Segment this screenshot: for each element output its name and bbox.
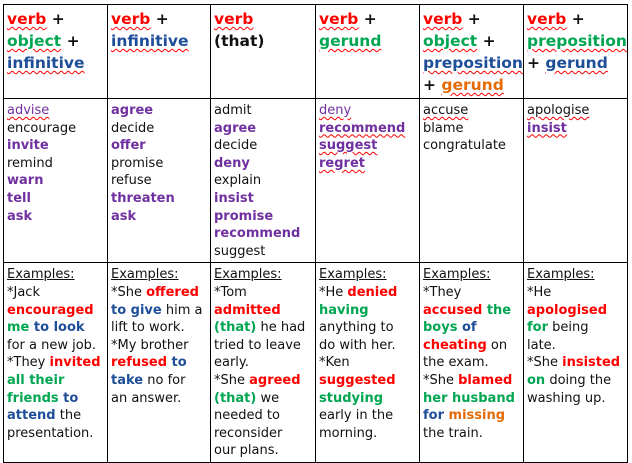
verbs-row [4, 99, 628, 263]
verb-item [214, 243, 312, 261]
verb-text: explain [214, 173, 262, 189]
text-fragment: *He [319, 284, 348, 300]
verb-item [214, 102, 312, 120]
verb-text: recommend [214, 226, 301, 242]
example-line [7, 407, 104, 425]
verb-item [111, 155, 207, 173]
example-line [7, 337, 104, 355]
header-cell [211, 5, 316, 99]
text-fragment: attend [7, 408, 56, 424]
verb-item [111, 102, 207, 120]
examples-cell [524, 263, 628, 463]
verb-list-cell [316, 99, 420, 263]
text-fragment: all their [7, 372, 65, 388]
example-line [7, 302, 104, 320]
verb-text: suggest [214, 243, 266, 259]
text-fragment: he had [256, 320, 306, 336]
header-cell [420, 5, 524, 99]
text-fragment: no for [143, 372, 186, 388]
text-fragment: washing up. [527, 390, 606, 406]
example-line [527, 284, 624, 302]
example-line [319, 284, 416, 302]
example-line [319, 337, 416, 355]
text-fragment: + [527, 54, 546, 72]
example-line [214, 354, 312, 372]
example-line [7, 354, 104, 372]
text-fragment: we [256, 390, 280, 406]
verb-text: ask [111, 208, 137, 224]
verb-list-cell [524, 99, 628, 263]
verb-item [319, 137, 416, 155]
example-line [7, 319, 104, 337]
text-fragment: + [423, 76, 442, 94]
verb-item [7, 208, 104, 226]
header-cell [316, 5, 420, 99]
text-fragment: infinitive [111, 32, 189, 50]
verb-text: recommend [319, 120, 406, 136]
verb-text: offer [111, 138, 146, 154]
examples-label: Examples: [7, 267, 75, 283]
text-fragment: verb [111, 10, 151, 28]
example-line [111, 372, 207, 390]
text-fragment: insisted [562, 355, 621, 371]
example-line [214, 284, 312, 302]
text-fragment: the exam. [423, 355, 489, 371]
example-line [423, 354, 520, 372]
verb-text: ask [7, 208, 33, 224]
text-fragment: our plans. [214, 443, 279, 459]
text-fragment: + [46, 10, 65, 28]
examples-row [4, 263, 628, 463]
verb-item [111, 137, 207, 155]
text-fragment: verb [527, 10, 567, 28]
text-fragment: friends [7, 390, 59, 406]
verb-item [214, 208, 312, 226]
verb-text: tell [7, 190, 31, 206]
verb-item [423, 137, 520, 155]
text-fragment: accused [423, 302, 483, 318]
example-line [214, 442, 312, 460]
text-fragment: infinitive [7, 54, 85, 72]
verb-list-cell [4, 99, 108, 263]
example-line [111, 337, 207, 355]
verb-item [423, 102, 520, 120]
example-line [527, 390, 624, 408]
verb-item [214, 190, 312, 208]
example-line [319, 354, 416, 372]
verb-text: insist [214, 190, 254, 206]
text-fragment: an answer. [111, 390, 182, 406]
text-fragment: offered [146, 284, 199, 300]
verb-item [111, 172, 207, 190]
examples-label: Examples: [423, 267, 491, 283]
text-fragment: *She [214, 372, 250, 388]
example-line [527, 319, 624, 337]
text-fragment: *They [7, 355, 50, 371]
example-line [7, 284, 104, 302]
text-fragment: *She [423, 372, 459, 388]
text-fragment: her husband [423, 390, 515, 406]
verb-item [7, 120, 104, 138]
verb-item [214, 172, 312, 190]
example-line [423, 407, 520, 425]
text-fragment: look [53, 320, 85, 336]
text-fragment: do with her. [319, 337, 396, 353]
text-fragment: verb [319, 10, 359, 28]
verb-item [319, 120, 416, 138]
text-fragment: + [462, 10, 481, 28]
verb-text: deny [214, 155, 250, 171]
text-fragment: missing [448, 408, 506, 424]
example-line [214, 319, 312, 337]
verb-item [7, 172, 104, 190]
text-fragment: for [527, 320, 548, 336]
example-line [319, 372, 416, 390]
text-fragment: blamed [458, 372, 513, 388]
example-line [214, 372, 312, 390]
example-line [214, 407, 312, 425]
example-line [111, 390, 207, 408]
example-line [319, 407, 416, 425]
verb-text: promise [214, 208, 274, 224]
text-fragment: cheating [423, 337, 487, 353]
text-fragment: verb [423, 10, 463, 28]
example-line [7, 425, 104, 443]
verb-item [319, 102, 416, 120]
text-fragment: late. [527, 337, 556, 353]
verb-text: regret [319, 155, 365, 171]
verb-item [7, 155, 104, 173]
verb-text: congratulate [423, 138, 506, 154]
examples-cell [420, 263, 524, 463]
verb-item [7, 190, 104, 208]
text-fragment: on [486, 337, 508, 353]
verb-text: agree [111, 103, 154, 118]
example-line [111, 319, 207, 337]
text-fragment: on [527, 372, 546, 388]
text-fragment: suggested [319, 372, 396, 388]
text-fragment: (that) [214, 390, 257, 406]
verb-text: threaten [111, 190, 175, 206]
text-fragment: (that) [214, 320, 257, 336]
examples-label: Examples: [214, 267, 282, 283]
verb-item [214, 225, 312, 243]
text-fragment: studying [319, 390, 384, 406]
text-fragment: invited [49, 355, 101, 371]
verb-item [319, 155, 416, 173]
example-line [527, 337, 624, 355]
text-fragment: early. [214, 355, 249, 371]
verb-item [527, 102, 624, 120]
verb-item [214, 120, 312, 138]
verb-text: accuse [423, 103, 469, 118]
header-cell [4, 5, 108, 99]
text-fragment: + [61, 32, 80, 50]
text-fragment: to [167, 355, 187, 371]
verb-item [214, 155, 312, 173]
verb-list-cell [211, 99, 316, 263]
example-line [111, 354, 207, 372]
text-fragment: the [482, 302, 512, 318]
example-line [423, 337, 520, 355]
text-fragment: presentation. [7, 425, 94, 441]
example-line [423, 425, 520, 443]
text-fragment: agreed [249, 372, 301, 388]
text-fragment: verb [214, 10, 254, 28]
example-line [423, 319, 520, 337]
verb-text: agree [214, 120, 257, 136]
example-line [214, 425, 312, 443]
text-fragment: *My brother [111, 337, 189, 353]
verb-patterns-table [3, 4, 628, 463]
text-fragment: *Ken [319, 355, 350, 371]
verb-text: advise [7, 103, 50, 118]
verb-item [111, 208, 207, 226]
example-line [527, 372, 624, 390]
text-fragment: gerund [545, 54, 608, 72]
verb-text: deny [319, 103, 352, 118]
text-fragment: apologised [527, 302, 608, 318]
text-fragment: encouraged [7, 302, 94, 318]
text-fragment: anything to [319, 320, 394, 336]
text-fragment: to [58, 390, 79, 406]
example-line [319, 425, 416, 443]
example-line [423, 302, 520, 320]
example-line [527, 302, 624, 320]
examples-cell [316, 263, 420, 463]
text-fragment: the [55, 408, 82, 424]
example-line [423, 372, 520, 390]
verb-text: warn [7, 173, 44, 189]
examples-cell [108, 263, 211, 463]
text-fragment: + [358, 10, 377, 28]
text-fragment: *She [527, 355, 563, 371]
verb-text: refuse [111, 173, 152, 189]
example-line [214, 337, 312, 355]
text-fragment: refused [111, 355, 167, 371]
verb-item [527, 120, 624, 138]
verb-text: invite [7, 138, 49, 154]
text-fragment: being [548, 320, 589, 336]
text-fragment: + [477, 32, 496, 50]
text-fragment: denied [347, 284, 398, 300]
verb-text: decide [214, 138, 258, 154]
text-fragment: gerund [441, 76, 504, 94]
text-fragment: to [29, 320, 54, 336]
text-fragment: me [7, 320, 30, 336]
text-fragment: boys [423, 320, 458, 336]
verb-item [111, 190, 207, 208]
example-line [111, 302, 207, 320]
text-fragment: *Jack [7, 284, 40, 300]
text-fragment: preposition [423, 54, 523, 72]
text-fragment: lift to work. [111, 320, 185, 336]
examples-label: Examples: [527, 267, 595, 283]
examples-cell [211, 263, 316, 463]
examples-label: Examples: [319, 267, 387, 283]
examples-label: Examples: [111, 267, 179, 283]
text-fragment: *She [111, 284, 147, 300]
verb-text: promise [111, 155, 164, 171]
text-fragment: verb [7, 10, 47, 28]
text-fragment: early in the [319, 408, 394, 424]
text-fragment: object [7, 32, 62, 50]
text-fragment: needed to [214, 408, 280, 424]
text-fragment: admitted [214, 302, 281, 318]
text-fragment: preposition [527, 32, 627, 50]
text-fragment: + [566, 10, 585, 28]
verb-list-cell [108, 99, 211, 263]
text-fragment: him a [161, 302, 203, 318]
example-line [7, 390, 104, 408]
verb-text: decide [111, 120, 155, 136]
verb-item [214, 137, 312, 155]
verb-item [7, 102, 104, 120]
verb-text: suggest [319, 138, 378, 154]
verb-item [423, 120, 520, 138]
example-line [319, 319, 416, 337]
verb-text: admit [214, 103, 252, 118]
text-fragment: + [150, 10, 169, 28]
text-fragment: having [319, 302, 369, 318]
example-line [319, 302, 416, 320]
text-fragment: object [423, 32, 478, 50]
header-cell [108, 5, 211, 99]
verb-text: insist [527, 120, 567, 136]
example-line [214, 390, 312, 408]
text-fragment: of [457, 320, 477, 336]
verb-text: remind [7, 155, 53, 171]
example-line [527, 354, 624, 372]
text-fragment: morning. [319, 425, 378, 441]
text-fragment: *They [423, 284, 462, 300]
text-fragment: to give [111, 302, 162, 318]
example-line [319, 390, 416, 408]
verb-text: encourage [7, 120, 77, 136]
example-line [7, 372, 104, 390]
verb-text: blame [423, 120, 464, 136]
text-fragment: take [111, 372, 144, 388]
example-line [111, 284, 207, 302]
text-fragment: tried to leave [214, 337, 301, 353]
verb-list-cell [420, 99, 524, 263]
example-line [423, 284, 520, 302]
text-fragment: reconsider [214, 425, 283, 441]
verb-item [111, 120, 207, 138]
example-line [214, 302, 312, 320]
verb-item [7, 137, 104, 155]
text-fragment: doing the [545, 372, 612, 388]
header-cell [524, 5, 628, 99]
header-row [4, 5, 628, 99]
text-fragment: the train. [423, 425, 483, 441]
text-fragment: (that) [214, 32, 265, 50]
examples-cell [4, 263, 108, 463]
text-fragment: gerund [319, 32, 382, 50]
text-fragment: for a new job. [7, 337, 97, 353]
example-line [423, 390, 520, 408]
text-fragment: *Tom [214, 284, 247, 300]
text-fragment: for [423, 408, 449, 424]
verb-text: apologise [527, 103, 590, 118]
text-fragment: *He [527, 284, 552, 300]
